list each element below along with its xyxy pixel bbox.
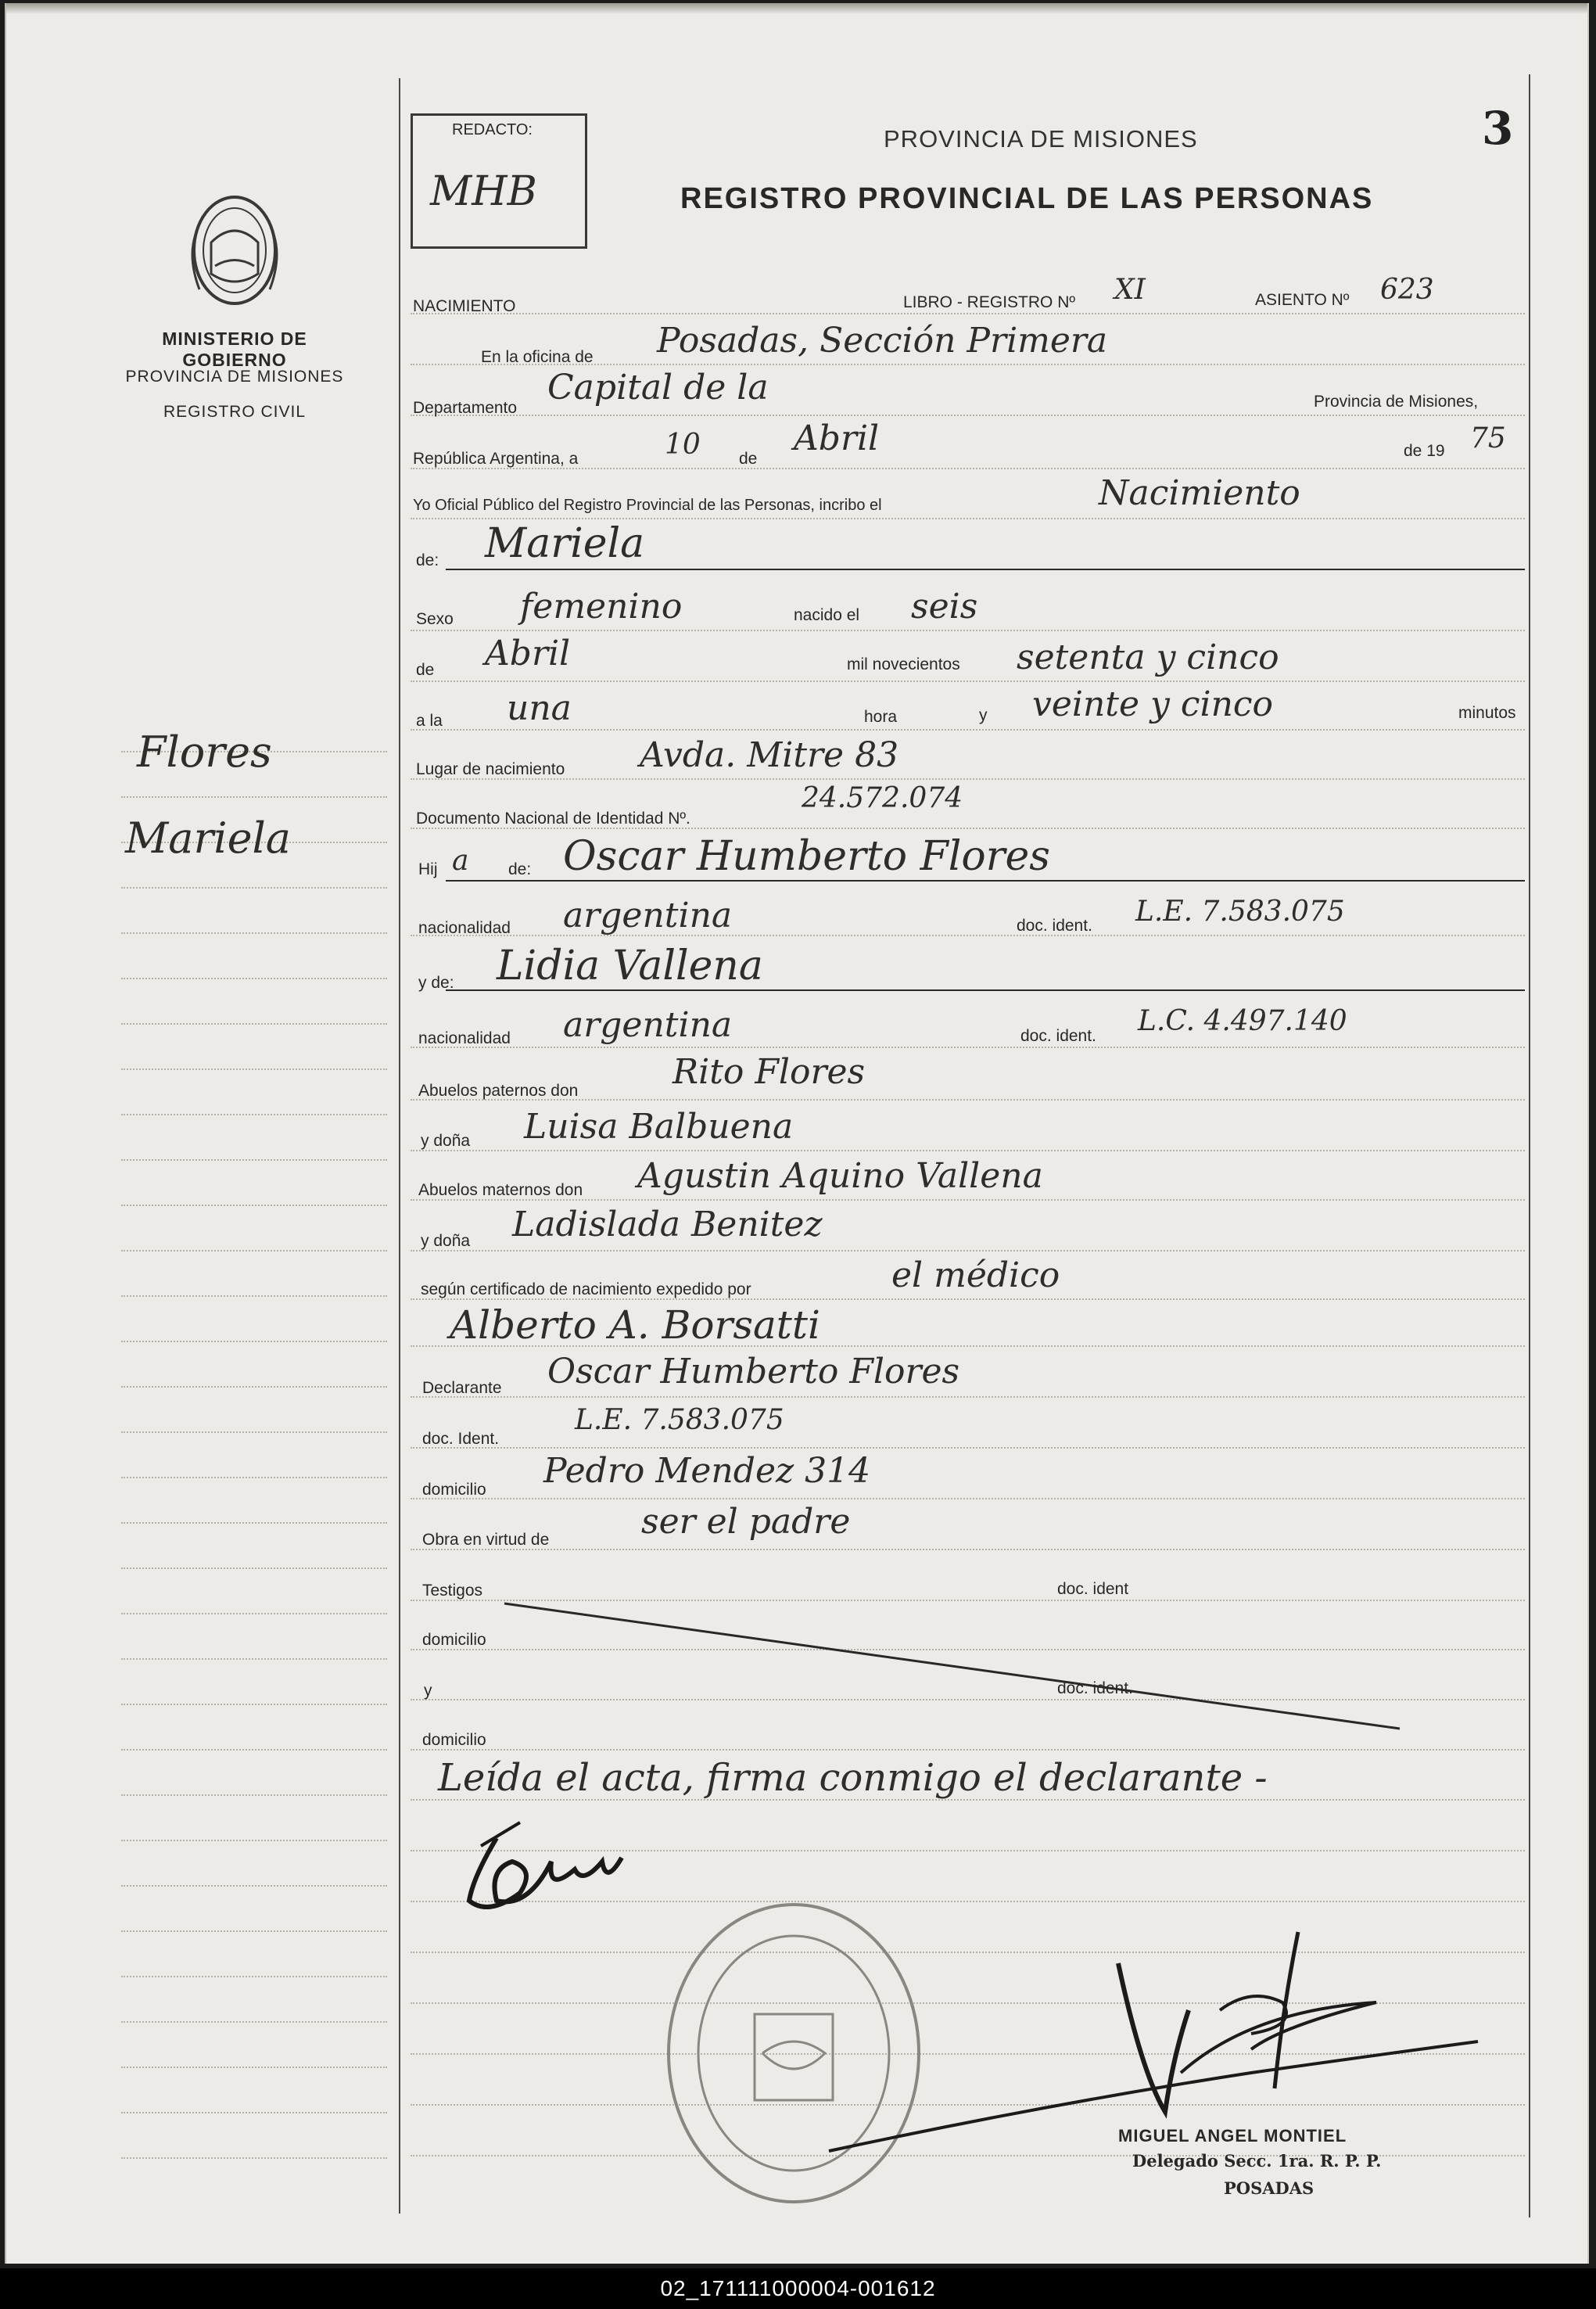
- page-number: 3: [1482, 102, 1514, 155]
- ledger-line: [121, 887, 387, 889]
- declarante-value: Oscar Humberto Flores: [547, 1352, 960, 1392]
- form-dotted-line: [411, 1250, 1525, 1251]
- y2-label: y: [424, 1682, 432, 1700]
- cert-value: el médico: [891, 1255, 1060, 1295]
- libro-label: LIBRO - REGISTRO Nº: [903, 293, 1076, 311]
- ledger-line: [121, 1023, 387, 1025]
- acto-value: Nacimiento: [1099, 473, 1300, 513]
- docident2-value: L.C. 4.497.140: [1138, 1005, 1347, 1037]
- form-dotted-line: [411, 1047, 1525, 1048]
- padre-value: Oscar Humberto Flores: [563, 833, 1050, 880]
- ledger-line: [121, 1749, 387, 1751]
- docident5-label: doc. ident.: [1057, 1679, 1133, 1697]
- departamento-value: Capital de la: [547, 368, 769, 408]
- ledger-line: [121, 1295, 387, 1297]
- nacionalidad1-value: argentina: [563, 896, 733, 935]
- minutos-value: veinte y cinco: [1032, 684, 1274, 724]
- testigos-strikeout-line: [500, 1596, 1408, 1736]
- oficina-value: Posadas, Sección Primera: [657, 321, 1108, 361]
- sexo-value: femenino: [520, 587, 683, 627]
- nacionalidad2-label: nacionalidad: [418, 1029, 511, 1047]
- ledger-line: [121, 1930, 387, 1932]
- hija-suffix: a: [452, 845, 469, 877]
- obra-value: ser el padre: [641, 1502, 851, 1542]
- oficial-text: Yo Oficial Público del Registro Provincial de las Personas, incribo el: [413, 497, 882, 514]
- ministry-line1: MINISTERIO DE GOBIERNO: [162, 329, 307, 370]
- nacionalidad1-label: nacionalidad: [418, 919, 511, 937]
- ydona1-label: y doña: [421, 1132, 471, 1150]
- closing-text: Leída el acta, firma conmigo el declarante -: [438, 1756, 1268, 1800]
- abpat-value: Rito Flores: [672, 1052, 866, 1092]
- ledger-line: [121, 1068, 387, 1070]
- anio-label: de 19: [1404, 442, 1445, 460]
- ledger-line: [121, 1794, 387, 1796]
- cert-label: según certificado de nacimiento expedido por: [421, 1280, 751, 1298]
- form-dotted-line: [411, 1749, 1525, 1751]
- de2-label: de: [416, 661, 435, 679]
- ministry-line2: PROVINCIA DE MISIONES: [125, 368, 344, 386]
- abpat-dona: Luisa Balbuena: [524, 1107, 794, 1147]
- form-dotted-line: [411, 778, 1525, 780]
- ledger-line: [121, 1386, 387, 1388]
- nacido-anio: setenta y cinco: [1017, 637, 1279, 677]
- form-dotted-line: [411, 1396, 1525, 1398]
- form-dotted-line: [411, 1150, 1525, 1151]
- docident3-value: L.E. 7.583.075: [575, 1404, 784, 1436]
- madre-value: Lidia Vallena: [497, 943, 763, 989]
- ledger-line: [121, 2067, 387, 2068]
- mil-label: mil novecientos: [847, 655, 960, 673]
- ledger-line: [121, 796, 387, 798]
- ministry-line3: REGISTRO CIVIL: [163, 403, 307, 421]
- form-dotted-line: [411, 680, 1525, 682]
- ledger-line: [121, 1567, 387, 1569]
- official-name: MIGUEL ANGEL MONTIEL: [1118, 2126, 1347, 2146]
- abmat-dona: Ladislada Benitez: [512, 1205, 823, 1244]
- dni-value: 24.572.074: [802, 782, 963, 814]
- ledger-line: [121, 1522, 387, 1524]
- form-dotted-line: [411, 1549, 1525, 1550]
- ledger-line: [121, 2157, 387, 2159]
- form-dotted-line: [411, 313, 1525, 314]
- form-solid-line: [446, 569, 1525, 570]
- docident2-label: doc. ident.: [1020, 1027, 1096, 1045]
- docident3-label: doc. Ident.: [422, 1430, 500, 1448]
- hija-label: Hij: [418, 860, 438, 878]
- hija-de-label: de:: [508, 860, 532, 878]
- asiento-label: ASIENTO Nº: [1255, 291, 1350, 309]
- margin-surname: Flores: [137, 727, 272, 777]
- departamento-label: Departamento: [413, 399, 518, 417]
- nacido-dia: seis: [911, 587, 978, 627]
- asiento-value: 623: [1380, 274, 1434, 306]
- dia-value: 10: [665, 429, 701, 461]
- form-dotted-line: [411, 1447, 1525, 1449]
- ledger-line: [121, 2112, 387, 2113]
- domicilio3-label: domicilio: [422, 1731, 486, 1749]
- ledger-line: [121, 1250, 387, 1251]
- de-persona-label: de:: [416, 551, 439, 569]
- libro-value: XI: [1114, 274, 1146, 306]
- docident1-label: doc. ident.: [1017, 917, 1092, 935]
- ledger-line: [121, 1885, 387, 1887]
- hora-value: una: [507, 688, 572, 728]
- hora-label: hora: [864, 708, 898, 726]
- provincia-label: Provincia de Misiones,: [1314, 393, 1479, 411]
- domicilio2-label: domicilio: [422, 1631, 486, 1649]
- docident4-label: doc. ident: [1057, 1580, 1129, 1598]
- right-rule: [1529, 74, 1530, 2217]
- ledger-line: [121, 1704, 387, 1705]
- lugar-label: Lugar de nacimiento: [416, 760, 565, 778]
- redacto-label: REDACTO:: [452, 121, 533, 138]
- official-city: POSADAS: [1224, 2178, 1314, 2198]
- province-title: PROVINCIA DE MISIONES: [884, 125, 1198, 153]
- ledger-line: [121, 1205, 387, 1206]
- lugar-value: Avda. Mitre 83: [640, 735, 899, 775]
- yde-label: y de:: [418, 974, 454, 992]
- official-title: Delegado Secc. 1ra. R. P. P.: [1132, 2151, 1382, 2171]
- mes-value: Abril: [794, 418, 880, 458]
- republica-label: República Argentina, a: [413, 450, 579, 468]
- oficina-label: En la oficina de: [481, 348, 594, 366]
- ala-label: a la: [416, 712, 443, 730]
- domicilio-label: domicilio: [422, 1481, 486, 1499]
- form-solid-line: [446, 880, 1525, 882]
- dni-label: Documento Nacional de Identidad Nº.: [416, 810, 690, 828]
- ledger-line: [121, 1613, 387, 1614]
- minutos-label: minutos: [1458, 704, 1516, 722]
- declarante-label: Declarante: [422, 1379, 502, 1397]
- nacido-mes: Abril: [485, 634, 571, 673]
- abpat-label: Abuelos paternos don: [418, 1082, 579, 1100]
- ledger-line: [121, 2021, 387, 2023]
- ledger-line: [121, 1114, 387, 1115]
- declarante-signature-icon: [457, 1815, 629, 1924]
- abmat-label: Abuelos maternos don: [418, 1181, 583, 1199]
- form-dotted-line: [411, 729, 1525, 731]
- y-label: y: [979, 706, 988, 724]
- ledger-line: [121, 1159, 387, 1161]
- provincial-seal-icon: [180, 188, 289, 321]
- persona-value: Mariela: [485, 520, 645, 567]
- de-label: de: [739, 450, 758, 468]
- ledger-line: [121, 1477, 387, 1478]
- nacido-label: nacido el: [794, 606, 860, 624]
- anio-value: 75: [1470, 422, 1506, 454]
- ledger-line: [121, 932, 387, 934]
- ledger-line: [121, 1840, 387, 1841]
- testigos-label: Testigos: [422, 1582, 483, 1600]
- ydona2-label: y doña: [421, 1232, 471, 1250]
- nacionalidad2-value: argentina: [563, 1005, 733, 1045]
- form-solid-line: [446, 989, 1525, 991]
- medico-value: Alberto A. Borsatti: [450, 1302, 820, 1348]
- ledger-line: [121, 1658, 387, 1660]
- form-dotted-line: [411, 1498, 1525, 1499]
- margin-given-name: Mariela: [125, 813, 291, 863]
- ledger-line: [121, 1976, 387, 1977]
- registry-title: REGISTRO PROVINCIAL DE LAS PERSONAS: [680, 182, 1374, 215]
- redacto-initials: MHB: [430, 168, 537, 215]
- form-dotted-line: [411, 630, 1525, 631]
- ledger-line: [121, 978, 387, 979]
- ledger-line: [121, 1341, 387, 1342]
- docident1-value: L.E. 7.583.075: [1135, 896, 1345, 928]
- act-type: NACIMIENTO: [413, 297, 516, 315]
- document-id-footer: 02_171111000004-001612: [0, 2268, 1596, 2309]
- margin-rule: [399, 78, 400, 2214]
- domicilio-value: Pedro Mendez 314: [543, 1451, 871, 1491]
- sexo-label: Sexo: [416, 610, 454, 628]
- ledger-line: [121, 1431, 387, 1433]
- form-dotted-line: [411, 415, 1525, 416]
- abmat-value: Agustin Aquino Vallena: [637, 1156, 1043, 1196]
- form-dotted-line: [411, 518, 1525, 519]
- obra-label: Obra en virtud de: [422, 1531, 550, 1549]
